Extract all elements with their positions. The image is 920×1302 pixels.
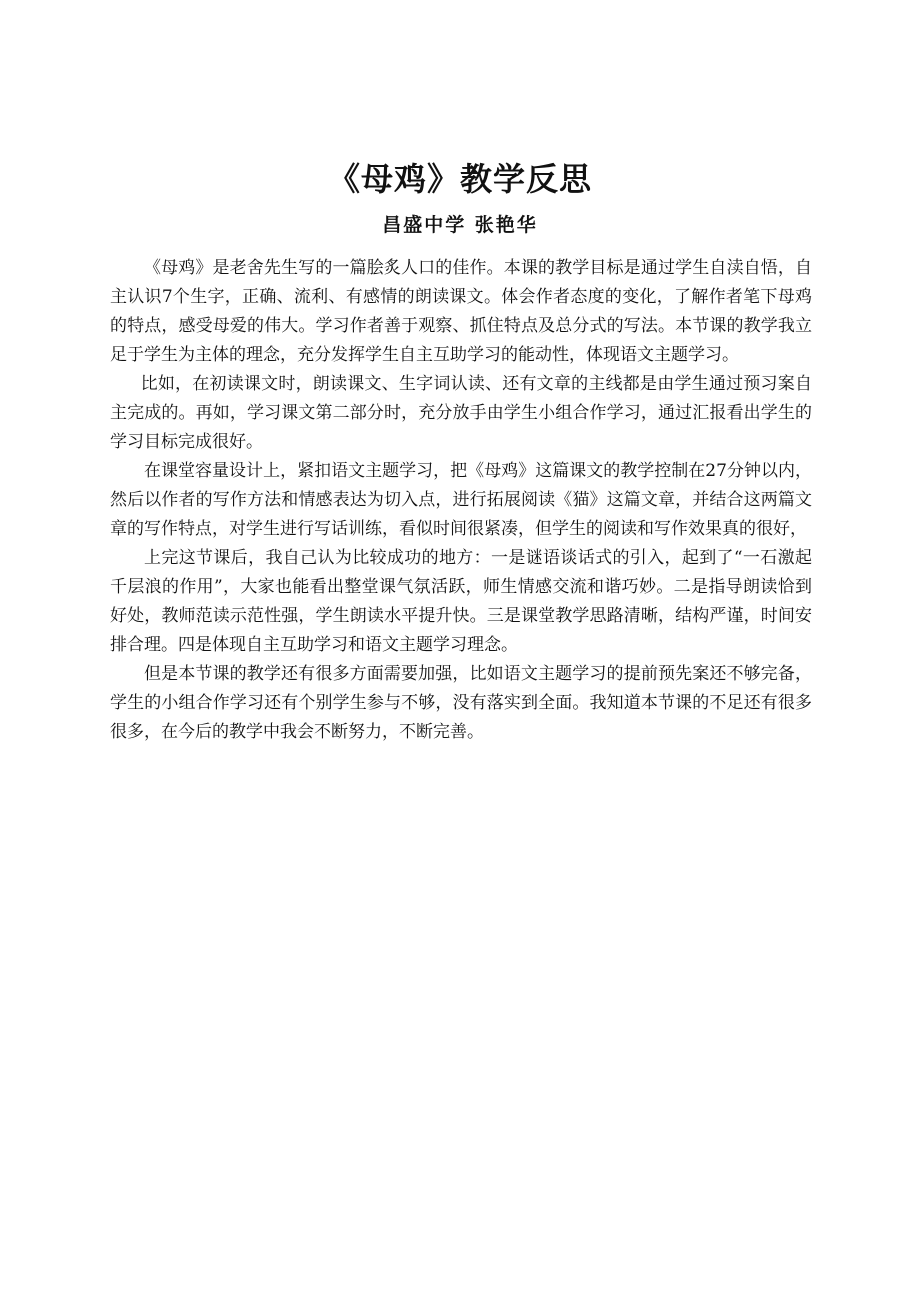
document-body (110, 254, 812, 747)
paragraph-1: 《母鸡》是老舍先生写的一篇脍炙人口的佳作。本课的教学目标是通过学生自渎自悟，自主认识7个生字，正确、流利、有感情的朗读课文。体会作者态度的变化，了解作者笔下母鸡的特点，感受母爱的伟大。学习作者善于观察、抓住特点及总分式的写法。本节课的教学我立足于学生为主体的理念，充分发挥学生自主互助学习的能动性，体现语文主题学习。 (110, 258, 812, 365)
paragraph-4: 上完这节课后，我自己认为比较成功的地方：一是谜语谈话式的引入，起到了“一石激起千层浪的作用”，大家也能看出整堂课气氛活跃，师生情感交流和谐巧妙。二是指导朗读恰到好处，教师范读示范性强，学生朗读水平提升快。三是课堂教学思路清晰，结构严谨，时间安排合理。四是体现自主互助学习和语文主题学习理念。 (110, 548, 812, 655)
document-author: 昌盛中学 张艳华 (382, 214, 538, 236)
paragraph-5: 但是本节课的教学还有很多方面需要加强，比如语文主题学习的提前预先案还不够完备，学生的小组合作学习还有个别学生参与不够，没有落实到全面。我知道本节课的不足还有很多很多，在今后的教学中我会不断努力，不断完善。 (110, 664, 812, 742)
document-title: 《母鸡》教学反思 (327, 160, 592, 198)
paragraph-2: 比如，在初读课文时，朗读课文、生字词认读、还有文章的主线都是由学生通过预习案自主完成的。再如，学习课文第二部分时，充分放手由学生小组合作学习，通过汇报看出学生的学习目标完成很好。 (110, 374, 812, 452)
paragraph-3: 在课堂容量设计上，紧扣语文主题学习，把《母鸡》这篇课文的教学控制在27分钟以内，然后以作者的写作方法和情感表达为切入点，进行拓展阅读《猫》这篇文章，并结合这两篇文章的写作特点，对学生进行写话训练，看似时间很紧凑，但学生的阅读和写作效果真的很好， (110, 461, 812, 539)
